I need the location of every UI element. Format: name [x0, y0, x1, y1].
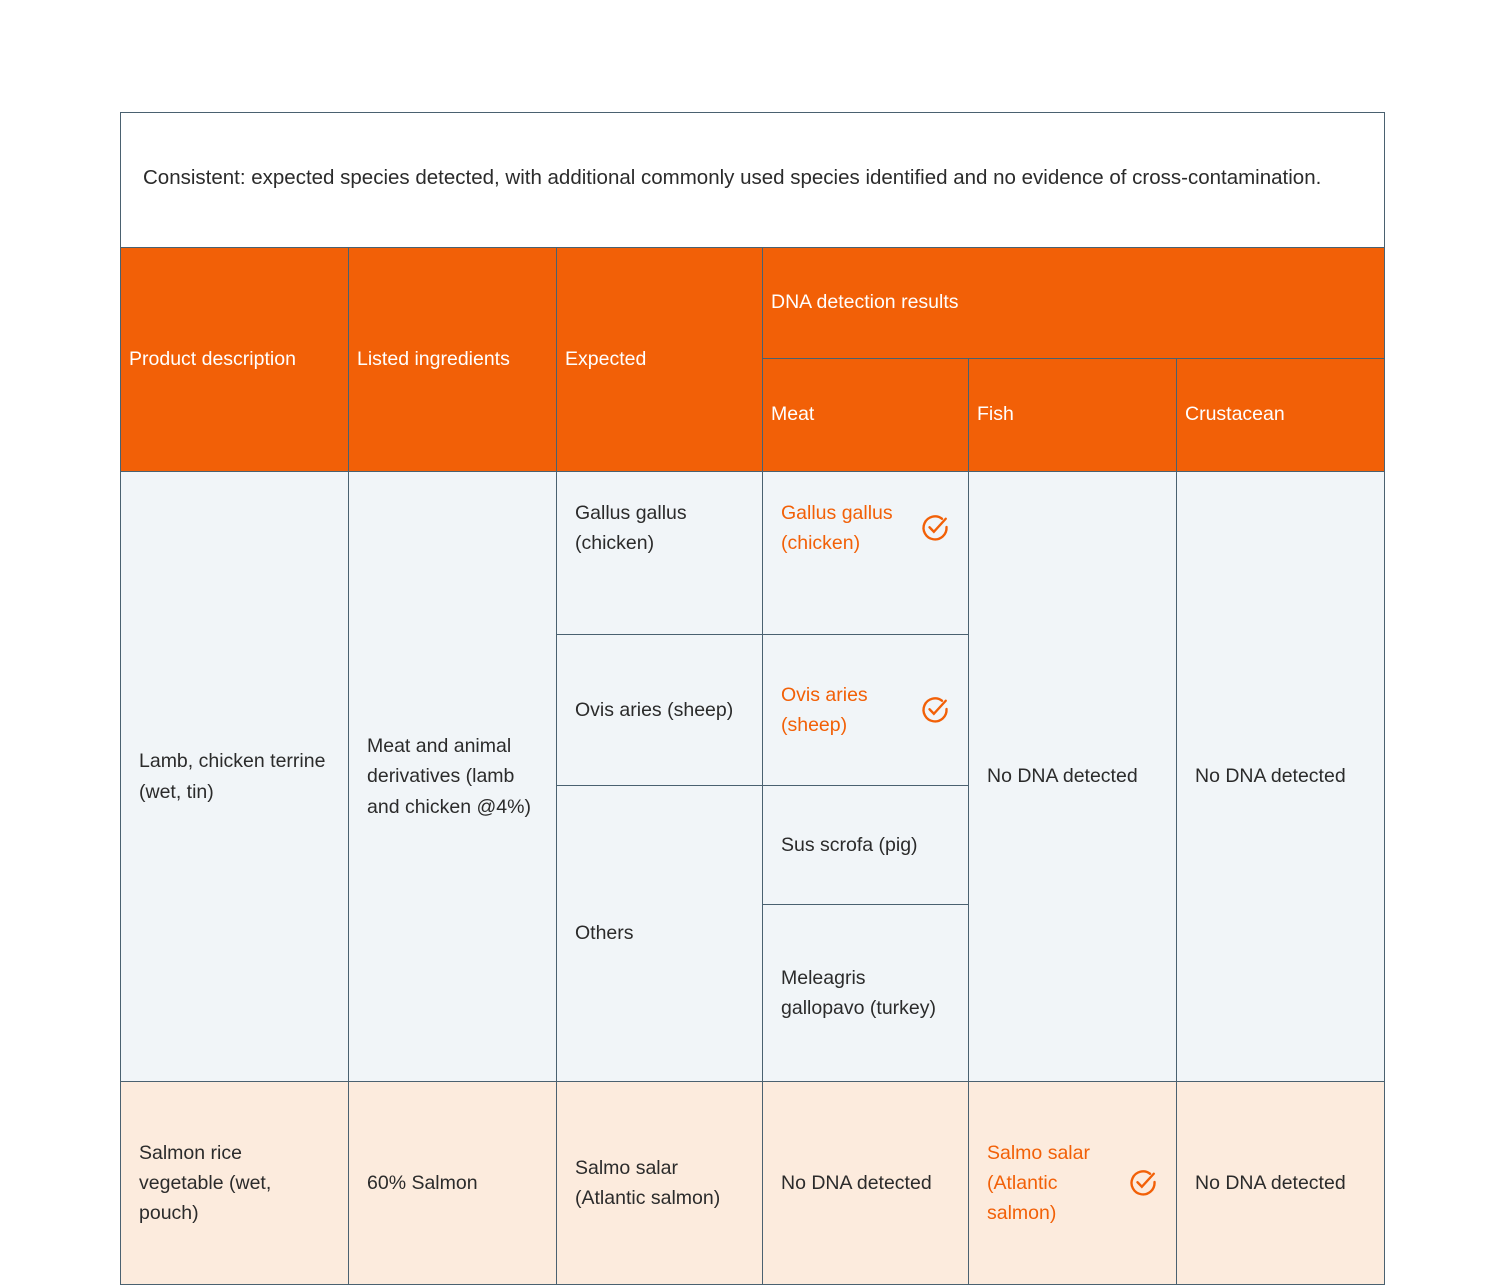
cell-crustacean: No DNA detected	[1177, 472, 1385, 1082]
cell-product-description: Salmon rice vegetable (wet, pouch)	[121, 1082, 349, 1285]
cell-meat-sheep-text: Ovis aries (sheep)	[781, 683, 868, 736]
column-header-fish: Fish	[969, 359, 1177, 472]
cell-meat-chicken	[763, 472, 969, 635]
cell-meat-chicken-text: Gallus gallus (chicken)	[781, 502, 893, 555]
column-header-listed-ingredients: Listed ingredients	[349, 248, 557, 472]
check-circle-icon	[1128, 1168, 1158, 1198]
cell-meat-sheep	[763, 635, 969, 786]
table-header-row-1	[121, 248, 1385, 359]
column-header-meat: Meat	[763, 359, 969, 472]
cell-fish-text: Salmo salar (Atlantic salmon)	[987, 1141, 1090, 1225]
table-caption-row	[121, 113, 1385, 248]
check-circle-icon	[920, 695, 950, 725]
cell-meat: No DNA detected	[763, 1082, 969, 1285]
cell-meat-pig: Sus scrofa (pig)	[763, 786, 969, 905]
column-header-crustacean: Crustacean	[1177, 359, 1385, 472]
cell-product-description: Lamb, chicken terrine (wet, tin)	[121, 472, 349, 1082]
cell-expected-others: Others	[557, 786, 763, 1082]
table-row	[121, 472, 1385, 635]
cell-expected: Salmo salar (Atlantic salmon)	[557, 1082, 763, 1285]
cell-expected-chicken: Gallus gallus (chicken)	[557, 472, 763, 635]
dna-results-table-container	[120, 112, 1384, 1285]
column-header-expected: Expected	[557, 248, 763, 472]
cell-expected-sheep: Ovis aries (sheep)	[557, 635, 763, 786]
cell-listed-ingredients: Meat and animal derivatives (lamb and chicken @4%)	[349, 472, 557, 1082]
column-header-dna-detection-results: DNA detection results	[763, 248, 1385, 359]
table-caption: Consistent: expected species detected, with additional commonly used species identified and no evidence of cross-contamination.	[121, 113, 1385, 248]
table-row	[121, 1082, 1385, 1285]
cell-crustacean: No DNA detected	[1177, 1082, 1385, 1285]
cell-meat-turkey: Meleagris gallopavo (turkey)	[763, 905, 969, 1082]
column-header-product-description: Product description	[121, 248, 349, 472]
check-circle-icon	[920, 513, 950, 543]
cell-fish: No DNA detected	[969, 472, 1177, 1082]
cell-fish	[969, 1082, 1177, 1285]
dna-results-table	[120, 112, 1385, 1285]
cell-listed-ingredients: 60% Salmon	[349, 1082, 557, 1285]
